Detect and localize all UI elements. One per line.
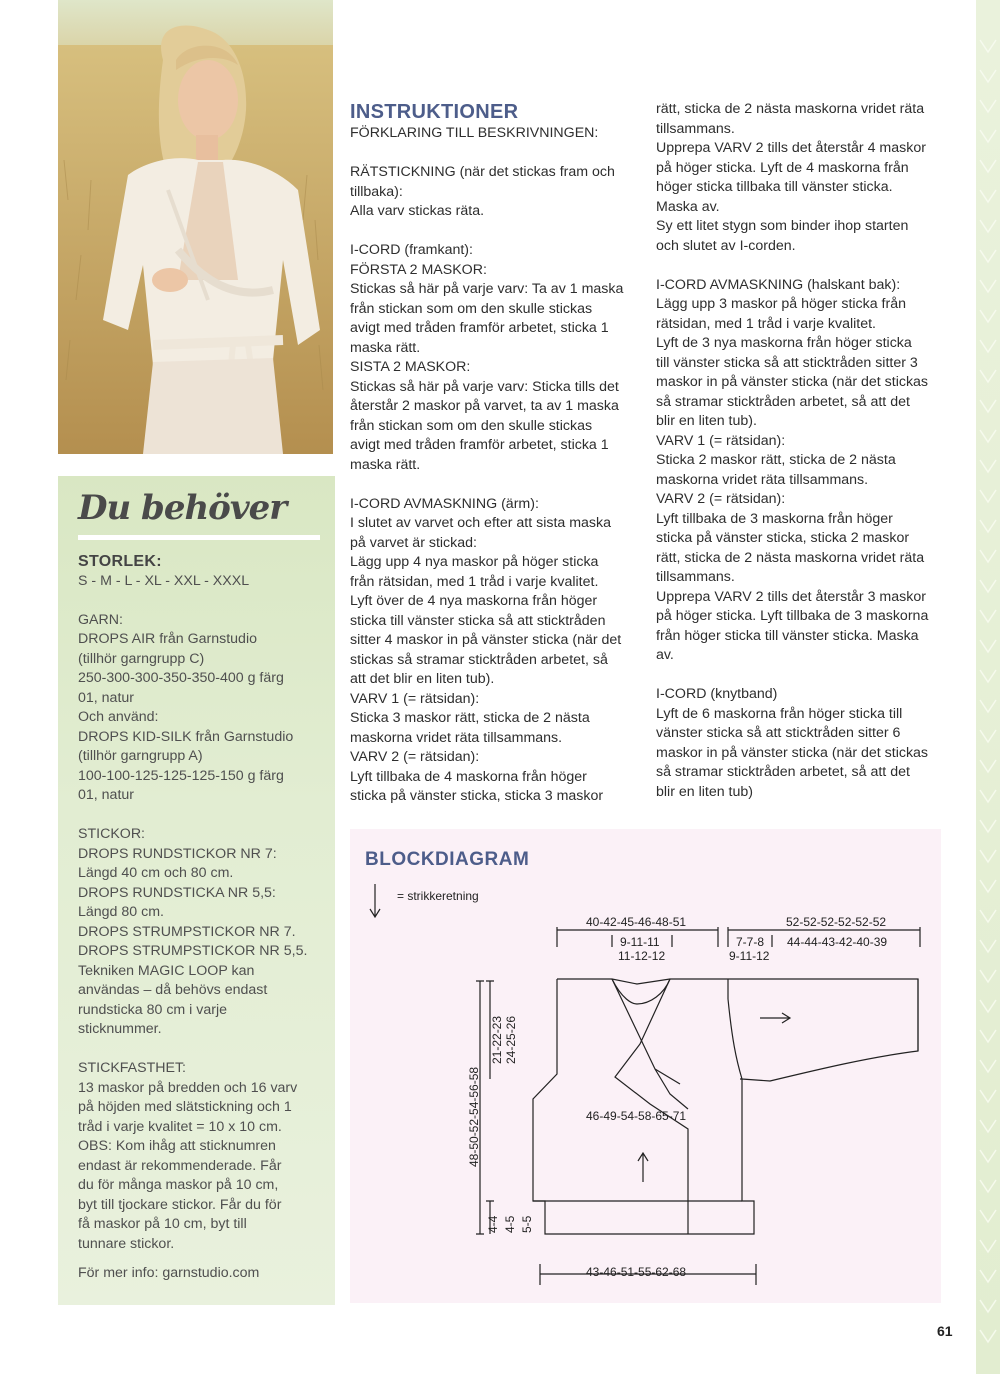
dim-body-width: 46-49-54-58-65-71 bbox=[586, 1109, 687, 1123]
instruction-line: vänster sticka så att sticktråden sitter 6 bbox=[656, 725, 901, 741]
instructions-title: INSTRUKTIONER bbox=[350, 101, 519, 123]
gauge-line: endast är rekommenderade. Får bbox=[78, 1157, 282, 1174]
instruction-line bbox=[656, 666, 956, 686]
needles-line: Längd 40 cm och 80 cm. bbox=[78, 865, 234, 881]
needles-line: DROPS RUNDSTICKOR NR 7: bbox=[78, 845, 277, 862]
instruction-line: höger sticka tillbaka till vänster sticka. bbox=[656, 179, 893, 195]
dim-rib-b: 4-5 bbox=[503, 1215, 517, 1233]
instruction-line: avigt med tråden framför arbetet, sticka 1 bbox=[350, 320, 609, 336]
instruction-line: rätt, sticka de 2 nästa maskorna vridet räta bbox=[656, 101, 925, 117]
dim-total-height: 48-50-52-54-56-58 bbox=[467, 1066, 481, 1167]
instruction-line: så stramar sticktråden arbetet, så att det bbox=[656, 764, 910, 780]
dim-neck-a: 9-11-11 bbox=[620, 935, 660, 949]
instruction-line: I-CORD AVMASKNING (halskant bak): bbox=[656, 276, 901, 293]
materials-title: Du behöver bbox=[78, 488, 287, 528]
dim-shoulder-b: 9-11-12 bbox=[729, 949, 770, 963]
instruction-line: Upprepa VARV 2 tills det återstår 3 maskor bbox=[656, 588, 926, 605]
model-photo bbox=[58, 0, 333, 454]
gauge-line: få maskor på 10 cm, byt till bbox=[78, 1216, 247, 1232]
gauge-line: tunnare stickor. bbox=[78, 1235, 175, 1252]
gauge-line: 13 maskor på bredden och 16 varv bbox=[78, 1079, 298, 1096]
legend-arrow-icon bbox=[370, 884, 380, 917]
instruction-line bbox=[350, 475, 640, 495]
instruction-line: I-CORD (framkant): bbox=[350, 242, 473, 258]
instruction-line: VARV 2 (= rätsidan): bbox=[656, 491, 786, 507]
dim-neck-b: 11-12-12 bbox=[618, 949, 666, 963]
needles-line: användas – då behövs endast bbox=[78, 982, 268, 998]
instruction-line: från stickan som om den skulle stickas bbox=[350, 300, 593, 317]
decorative-side-strip bbox=[976, 0, 1000, 1374]
dim-armhole-b: 24-25-26 bbox=[504, 1015, 518, 1064]
page-number: 61 bbox=[937, 1323, 953, 1339]
instruction-line: I slutet av varvet och efter att sista maska bbox=[350, 515, 612, 531]
gauge-line: på höjden med slätstickning och 1 bbox=[78, 1099, 292, 1115]
instruction-line: I-CORD (knytband) bbox=[656, 686, 778, 702]
instruction-line: sticka på vänster sticka, sticka 3 maskor bbox=[350, 788, 604, 804]
more-info-link[interactable]: För mer info: garnstudio.com bbox=[78, 1265, 260, 1281]
instruction-line: sticka till vänster sticka så att sticktråden bbox=[350, 612, 606, 629]
instruction-line: Lägg upp 3 maskor på höger sticka från bbox=[656, 296, 907, 312]
gauge-line: byt till tjockare stickor. Får du för bbox=[78, 1196, 282, 1213]
needles-line: DROPS STRUMPSTICKOR NR 7. bbox=[78, 923, 296, 940]
instruction-line: VARV 1 (= rätsidan): bbox=[350, 690, 480, 707]
instruction-line bbox=[350, 144, 640, 164]
diagram-title: BLOCKDIAGRAM bbox=[365, 849, 530, 870]
instruction-line: I-CORD AVMASKNING (ärm): bbox=[350, 495, 539, 512]
needles-line: rundsticka 80 cm i varje bbox=[78, 1001, 228, 1018]
dim-top-width: 40-42-45-46-48-51 bbox=[586, 915, 687, 929]
instruction-line: maskorna vridet räta tillsammans. bbox=[656, 471, 869, 488]
direction-arrow-icon bbox=[638, 1153, 648, 1182]
dim-sleeve-bottom: 44-44-43-42-40-39 bbox=[787, 935, 888, 949]
needles-line: Längd 80 cm. bbox=[78, 904, 164, 920]
gauge-line: OBS: Kom ihåg att sticknumren bbox=[78, 1138, 276, 1154]
instruction-line: rätt, sticka de 2 nästa maskorna vridet räta bbox=[656, 549, 925, 566]
instruction-line: FÖRKLARING TILL BESKRIVNINGEN: bbox=[350, 125, 599, 141]
gauge-block bbox=[78, 1059, 323, 1254]
instruction-line: från höger sticka till vänster sticka. Maska bbox=[656, 627, 919, 644]
dim-armhole-a: 21-22-23 bbox=[490, 1015, 504, 1064]
instructions-column-1 bbox=[350, 100, 640, 807]
instruction-line: tillbaka): bbox=[350, 183, 403, 200]
instruction-line: så stramar sticktråden arbetet, så att det bbox=[656, 393, 910, 410]
yarn-line: 01, natur bbox=[78, 689, 135, 706]
instruction-line bbox=[656, 256, 956, 276]
instruction-line: av. bbox=[656, 647, 674, 663]
instruction-line: Stickas så här på varje varv: Sticka tills det bbox=[350, 378, 619, 395]
instruction-line: på höger sticka. Lyft tillbaka de 3 maskorna bbox=[656, 608, 929, 624]
instruction-line: på höger sticka. Lyft de 4 maskorna från bbox=[656, 159, 909, 176]
dim-bottom-width: 43-46-51-55-62-68 bbox=[586, 1265, 687, 1279]
needles-block bbox=[78, 825, 323, 1040]
instruction-line: Sticka 3 maskor rätt, sticka de 2 nästa bbox=[350, 710, 590, 726]
instruction-line: maskor in på vänster sticka (när det stickas bbox=[656, 374, 929, 390]
instruction-line: Lägg upp 4 nya maskor på höger sticka bbox=[350, 554, 599, 570]
instruction-line: till vänster sticka så att sticktråden sitter 3 bbox=[656, 354, 918, 371]
yarn-line: (tillhör garngrupp C) bbox=[78, 650, 205, 667]
instruction-line: Stickas så här på varje varv: Ta av 1 maska bbox=[350, 281, 624, 297]
dim-shoulder-a: 7-7-8 bbox=[736, 935, 765, 949]
gauge-line: STICKFASTHET: bbox=[78, 1060, 186, 1076]
yarn-line: DROPS AIR från Garnstudio bbox=[78, 631, 257, 647]
instruction-line: Maska av. bbox=[656, 198, 720, 215]
instruction-line: blir en liten tub) bbox=[656, 783, 753, 800]
instruction-line: maska rätt. bbox=[350, 456, 421, 473]
yarn-line: 100-100-125-125-125-150 g färg bbox=[78, 767, 284, 784]
yarn-line: 250-300-300-350-350-400 g färg bbox=[78, 670, 284, 686]
materials-body bbox=[78, 552, 323, 1284]
instructions-column-2 bbox=[656, 100, 956, 802]
instruction-line: VARV 2 (= rätsidan): bbox=[350, 749, 480, 765]
yarn-block bbox=[78, 611, 323, 806]
needles-line: Tekniken MAGIC LOOP kan bbox=[78, 962, 255, 979]
instruction-line: Lyft de 6 maskorna från höger sticka till bbox=[656, 705, 903, 722]
block-diagram bbox=[350, 829, 941, 1303]
size-label: STORLEK: bbox=[78, 553, 162, 570]
instruction-line: från stickan som om den skulle stickas bbox=[350, 417, 593, 434]
instruction-line: Alla varv stickas räta. bbox=[350, 203, 485, 219]
instruction-line: VARV 1 (= rätsidan): bbox=[656, 432, 786, 449]
instruction-line: rätsidan, med 1 tråd i varje kvalitet. bbox=[656, 315, 877, 332]
gauge-line: tråd i varje kvalitet = 10 x 10 cm. bbox=[78, 1118, 282, 1135]
instruction-line: tillsammans. bbox=[656, 120, 735, 137]
sizes-text: S - M - L - XL - XXL - XXXL bbox=[78, 572, 250, 589]
instruction-line: Lyft tillbaka de 4 maskorna från höger bbox=[350, 768, 587, 785]
instruction-line: sticka på vänster sticka, sticka 2 maskor bbox=[656, 530, 910, 546]
divider bbox=[78, 535, 320, 540]
instruction-line: på varvet är stickad: bbox=[350, 534, 477, 551]
instruction-line bbox=[350, 222, 640, 242]
instruction-line: FÖRSTA 2 MASKOR: bbox=[350, 261, 487, 278]
yarn-line: 01, natur bbox=[78, 787, 135, 803]
instruction-line: tillsammans. bbox=[656, 569, 735, 585]
instruction-line: att det blir en liten tub). bbox=[350, 671, 495, 687]
needles-line: sticknummer. bbox=[78, 1021, 162, 1037]
gauge-line: du för många maskor på 10 cm, bbox=[78, 1177, 279, 1193]
dim-rib-c: 5-5 bbox=[520, 1215, 534, 1233]
direction-arrow-icon bbox=[760, 1013, 790, 1023]
instruction-line: avigt med tråden framför arbetet, sticka 1 bbox=[350, 437, 609, 453]
instruction-line: Sy ett litet stygn som binder ihop starten bbox=[656, 218, 909, 234]
needles-line: STICKOR: bbox=[78, 826, 146, 842]
instruction-line: Lyft över de 4 nya maskorna från höger bbox=[350, 593, 598, 609]
instruction-line: Lyft tillbaka de 3 maskorna från höger bbox=[656, 510, 893, 527]
yarn-line: GARN: bbox=[78, 611, 123, 628]
instruction-line: Lyft de 3 nya maskorna från höger sticka bbox=[656, 335, 912, 351]
instruction-line: maska rätt. bbox=[350, 339, 421, 356]
instruction-line: och slutet av I-corden. bbox=[656, 237, 796, 254]
instruction-line: SISTA 2 MASKOR: bbox=[350, 359, 471, 375]
instruction-line: blir en liten tub). bbox=[656, 413, 757, 429]
dim-sleeve-top: 52-52-52-52-52-52 bbox=[786, 915, 887, 929]
legend-text: = strikkeretning bbox=[397, 889, 479, 903]
needles-line: DROPS RUNDSTICKA NR 5,5: bbox=[78, 884, 276, 901]
dim-rib-a: 4-4 bbox=[486, 1215, 500, 1233]
needles-line: DROPS STRUMPSTICKOR NR 5,5. bbox=[78, 943, 308, 959]
instruction-line: Upprepa VARV 2 tills det återstår 4 maskor bbox=[656, 140, 926, 156]
instruction-line: Sticka 2 maskor rätt, sticka de 2 nästa bbox=[656, 452, 896, 468]
instruction-line: maskorna vridet räta tillsammans. bbox=[350, 729, 563, 746]
materials-panel bbox=[58, 476, 335, 1305]
instruction-line: från rätsidan, med 1 tråd i varje kvalitet. bbox=[350, 573, 599, 590]
yarn-line: (tillhör garngrupp A) bbox=[78, 748, 203, 764]
yarn-line: DROPS KID-SILK från Garnstudio bbox=[78, 728, 294, 745]
instruction-line: maskor in på vänster sticka (när det stickas bbox=[656, 744, 929, 761]
yarn-line: Och använd: bbox=[78, 709, 159, 725]
instruction-line: återstår 2 maskor på varvet, ta av 1 maska bbox=[350, 398, 619, 414]
instruction-line: sitter 4 maskor in på vänster sticka (när det bbox=[350, 632, 622, 648]
instruction-line: RÄTSTICKNING (när det stickas fram och bbox=[350, 164, 615, 180]
instruction-line: stickas så stramar sticktråden arbetet, så bbox=[350, 651, 608, 668]
